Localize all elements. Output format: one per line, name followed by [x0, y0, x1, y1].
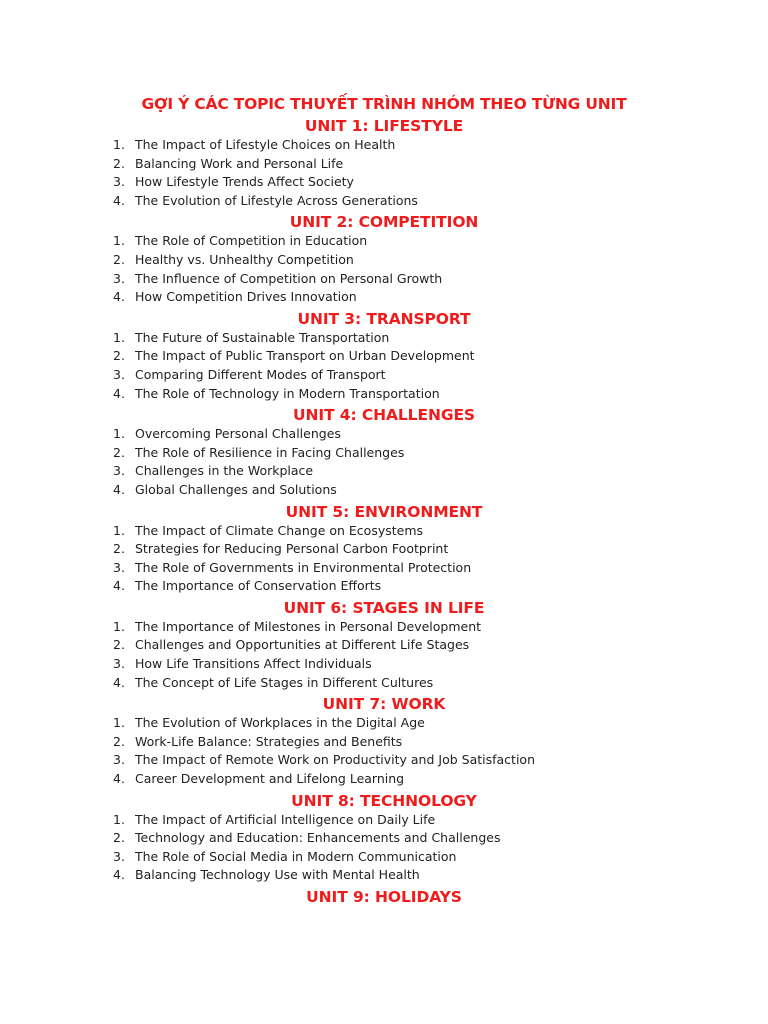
topic-text: Healthy vs. Unhealthy Competition [135, 251, 354, 267]
topic-number: 2. [113, 733, 125, 749]
unit-section [0, 887, 768, 907]
topic-item [0, 811, 768, 830]
unit-heading: UNIT 2: COMPETITION [289, 213, 479, 232]
topic-list [0, 618, 768, 692]
units-container [0, 116, 768, 907]
topic-list [0, 714, 768, 788]
unit-heading: UNIT 7: WORK [322, 695, 446, 714]
topic-number: 2. [113, 348, 125, 364]
document-title: GỢI Ý CÁC TOPIC THUYẾT TRÌNH NHÓM THEO TỪNG UNIT [141, 95, 627, 113]
topic-number: 1. [113, 233, 125, 249]
topic-number: 3. [113, 848, 125, 864]
topic-text: Career Development and Lifelong Learning [135, 771, 405, 787]
topic-item [0, 136, 768, 155]
topic-item [0, 866, 768, 885]
topic-text: The Role of Governments in Environmental Protection [135, 559, 472, 575]
topic-list [0, 232, 768, 306]
topic-text: The Impact of Climate Change on Ecosystems [135, 522, 424, 538]
topic-item [0, 270, 768, 289]
unit-section [0, 598, 768, 692]
topic-number: 4. [113, 385, 125, 401]
topic-number: 1. [113, 137, 125, 152]
topic-item [0, 714, 768, 733]
topic-number: 1. [113, 522, 125, 538]
topic-item [0, 366, 768, 385]
topic-item [0, 155, 768, 174]
topic-item [0, 540, 768, 559]
unit-section [0, 791, 768, 885]
topic-text: The Concept of Life Stages in Different Cultures [135, 674, 434, 690]
topic-item [0, 329, 768, 348]
topic-number: 1. [113, 811, 125, 827]
topic-text: The Role of Resilience in Facing Challenges [135, 444, 405, 460]
topic-item [0, 347, 768, 366]
topic-number: 4. [113, 674, 125, 690]
topic-text: Balancing Work and Personal Life [135, 155, 344, 171]
topic-item [0, 444, 768, 463]
topic-item [0, 559, 768, 578]
topic-item [0, 829, 768, 848]
topic-text: Technology and Education: Enhancements and Challenges [135, 830, 501, 846]
unit-section [0, 694, 768, 788]
topic-item [0, 173, 768, 192]
topic-text: Comparing Different Modes of Transport [135, 366, 386, 382]
topic-number: 4. [113, 481, 125, 497]
topic-item [0, 462, 768, 481]
topic-item [0, 192, 768, 211]
topic-list [0, 522, 768, 596]
topic-item [0, 674, 768, 693]
topic-text: The Influence of Competition on Personal Growth [135, 270, 443, 286]
topic-text: The Role of Social Media in Modern Communication [135, 848, 457, 864]
topic-item [0, 636, 768, 655]
topic-text: Overcoming Personal Challenges [135, 426, 341, 442]
topic-number: 2. [113, 541, 125, 557]
topic-list [0, 425, 768, 499]
topic-text: The Role of Technology in Modern Transportation [135, 385, 440, 401]
topic-number: 4. [113, 867, 125, 883]
topic-item [0, 251, 768, 270]
topic-item [0, 770, 768, 789]
topic-text: The Evolution of Workplaces in the Digital Age [135, 715, 425, 731]
topic-item [0, 751, 768, 770]
topic-number: 1. [113, 329, 125, 345]
topic-text: How Lifestyle Trends Affect Society [135, 174, 354, 190]
topic-text: The Importance of Milestones in Personal Development [135, 618, 482, 634]
topic-list [0, 136, 768, 210]
topic-item [0, 577, 768, 596]
unit-section [0, 405, 768, 499]
topic-number: 1. [113, 426, 125, 442]
document-page [0, 94, 768, 907]
topic-text: The Future of Sustainable Transportation [135, 329, 390, 345]
topic-list [0, 811, 768, 885]
topic-text: Balancing Technology Use with Mental Health [135, 867, 420, 883]
unit-section [0, 309, 768, 403]
topic-number: 4. [113, 771, 125, 787]
topic-number: 3. [113, 270, 125, 286]
topic-item [0, 618, 768, 637]
unit-heading: UNIT 1: LIFESTYLE [304, 117, 464, 135]
topic-item [0, 655, 768, 674]
unit-section [0, 502, 768, 596]
topic-number: 3. [113, 752, 125, 768]
topic-number: 3. [113, 559, 125, 575]
topic-text: Global Challenges and Solutions [135, 481, 337, 497]
topic-item [0, 848, 768, 867]
unit-heading: UNIT 8: TECHNOLOGY [291, 791, 477, 810]
unit-heading: UNIT 4: CHALLENGES [292, 406, 475, 425]
topic-text: Work-Life Balance: Strategies and Benefits [135, 733, 403, 749]
topic-text: The Role of Competition in Education [135, 233, 368, 249]
unit-heading: UNIT 9: HOLIDAYS [306, 888, 462, 906]
unit-heading: UNIT 3: TRANSPORT [297, 309, 471, 328]
unit-section [0, 116, 768, 210]
topic-item [0, 425, 768, 444]
topic-item [0, 288, 768, 307]
topic-number: 4. [113, 289, 125, 305]
topic-text: The Impact of Lifestyle Choices on Health [135, 137, 396, 152]
topic-number: 2. [113, 251, 125, 267]
topic-list [0, 329, 768, 403]
topic-text: The Impact of Artificial Intelligence on Daily Life [135, 811, 436, 827]
topic-number: 3. [113, 366, 125, 382]
topic-item [0, 232, 768, 251]
topic-text: The Importance of Conservation Efforts [135, 578, 382, 594]
topic-number: 3. [113, 463, 125, 479]
topic-number: 2. [113, 830, 125, 846]
topic-item [0, 522, 768, 541]
topic-number: 2. [113, 444, 125, 460]
topic-item [0, 481, 768, 500]
topic-text: How Competition Drives Innovation [135, 289, 357, 305]
topic-text: The Impact of Public Transport on Urban Development [135, 348, 475, 364]
topic-text: Challenges in the Workplace [135, 463, 314, 479]
topic-text: The Impact of Remote Work on Productivity and Job Satisfaction [135, 752, 535, 768]
topic-text: How Life Transitions Affect Individuals [135, 656, 372, 672]
topic-number: 4. [113, 192, 125, 208]
topic-number: 1. [113, 715, 125, 731]
topic-number: 3. [113, 656, 125, 672]
topic-number: 4. [113, 578, 125, 594]
topic-number: 1. [113, 618, 125, 634]
unit-heading: UNIT 5: ENVIRONMENT [285, 502, 483, 521]
topic-text: Challenges and Opportunities at Different Life Stages [135, 637, 470, 653]
topic-number: 2. [113, 637, 125, 653]
topic-number: 2. [113, 155, 125, 171]
topic-number: 3. [113, 174, 125, 190]
topic-item [0, 733, 768, 752]
topic-text: Strategies for Reducing Personal Carbon Footprint [135, 541, 449, 557]
topic-item [0, 385, 768, 404]
topic-text: The Evolution of Lifestyle Across Generations [135, 192, 418, 208]
unit-heading: UNIT 6: STAGES IN LIFE [283, 598, 485, 617]
unit-section [0, 212, 768, 306]
